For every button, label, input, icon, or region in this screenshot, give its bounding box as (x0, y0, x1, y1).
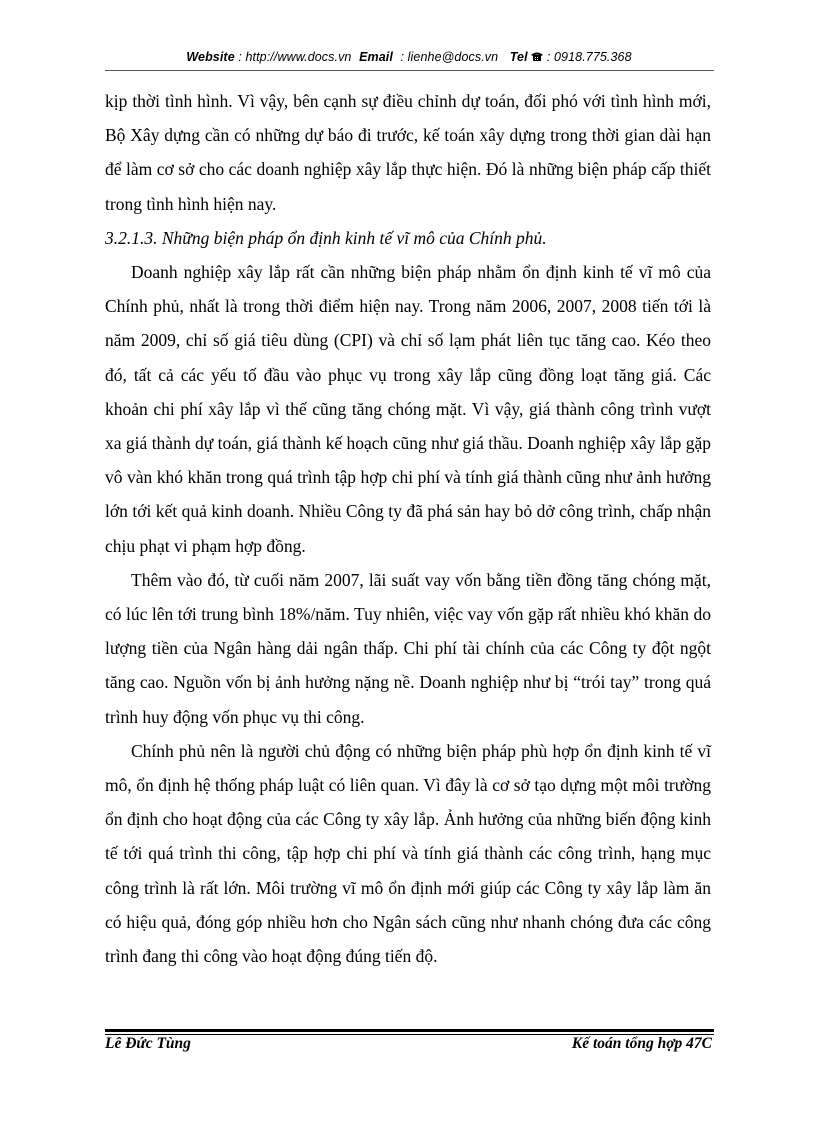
paragraph-2: Doanh nghiệp xây lắp rất cần những biện pháp nhằm ổn định kinh tế vĩ mô của Chính phủ, nhất là trong thời điểm hiện nay. Trong năm 2006, 2007, 2008 tiến tới là năm 2009, chỉ số giá tiêu dùng (CPI) và chỉ số lạm phát liên tục tăng cao. Kéo theo đó, tất cả các yếu tố đầu vào phục vụ trong xây lắp cũng đồng loạt tăng giá. Các khoản chi phí xây lắp vì thế cũng tăng chóng mặt. Vì vậy, giá thành công trình vượt xa giá thành dự toán, giá thành kế hoạch cũng như giá thầu. Doanh nghiệp xây lắp gặp vô vàn khó khăn trong quá trình tập hợp chi phí và tính giá thành cũng như ảnh hưởng lớn tới kết quả kinh doanh. Nhiều Công ty đã phá sản hay bỏ dở công trình, chấp nhận chịu phạt vi phạm hợp đồng. (105, 262, 711, 556)
section-heading: 3.2.1.3. Những biện pháp ổn định kinh tế vĩ mô của Chính phủ. (105, 227, 547, 248)
footer-class: Kế toán tổng hợp 47C (571, 1035, 712, 1052)
email-value: : lienhe@docs.vn (400, 50, 499, 64)
email-label: Email (359, 50, 393, 64)
paragraph-1: kịp thời tình hình. Vì vậy, bên cạnh sự điều chỉnh dự toán, đối phó với tình hình mới, Bộ Xây dựng cần có những dự báo đi trước, kế toán xây dựng trong thời gian dài hạn để làm cơ sở cho các doanh nghiệp xây lắp thực hiện. Đó là những biện pháp cấp thiết trong tình hình hiện nay. (105, 91, 711, 214)
phone-icon (531, 50, 547, 64)
tel-value: : 0918.775.368 (546, 50, 632, 64)
paragraph-3: Thêm vào đó, từ cuối năm 2007, lãi suất vay vốn bằng tiền đồng tăng chóng mặt, có lúc lên tới trung bình 18%/năm. Tuy nhiên, việc vay vốn gặp rất nhiều khó khăn do lượng tiền của Ngân hàng dải ngân thấp. Chi phí tài chính của các Công ty đột ngột tăng cao. Nguồn vốn bị ảnh hưởng nặng nề. Doanh nghiệp như bị “trói tay” trong quá trình huy động vốn phục vụ thi công. (105, 569, 711, 727)
header-divider (105, 70, 714, 71)
footer-author: Lê Đức Tùng (105, 1035, 191, 1052)
tel-label: Tel (509, 50, 528, 64)
website-label: Website (186, 50, 235, 64)
paragraph-4: Chính phủ nên là người chủ động có những biện pháp phù hợp ổn định kinh tế vĩ mô, ổn định hệ thống pháp luật có liên quan. Vì đây là cơ sở tạo dựng một môi trường ổn định cho hoạt động của các Công ty xây lắp. Ảnh hưởng của những biến động kinh tế tới quá trình thi công, tập hợp chi phí và tính giá thành các công trình, hạng mục công trình là rất lớn. Môi trường vĩ mô ổn định mới giúp các Công ty xây lắp làm ăn có hiệu quả, đóng góp nhiều hơn cho Ngân sách cũng như nhanh chóng đưa các công trình đang thi công vào hoạt động đúng tiến độ. (105, 740, 711, 967)
document-body (105, 84, 711, 973)
page-header (105, 50, 713, 64)
footer-divider-thick (105, 1029, 714, 1032)
website-value: : http://www.docs.vn (238, 50, 352, 64)
